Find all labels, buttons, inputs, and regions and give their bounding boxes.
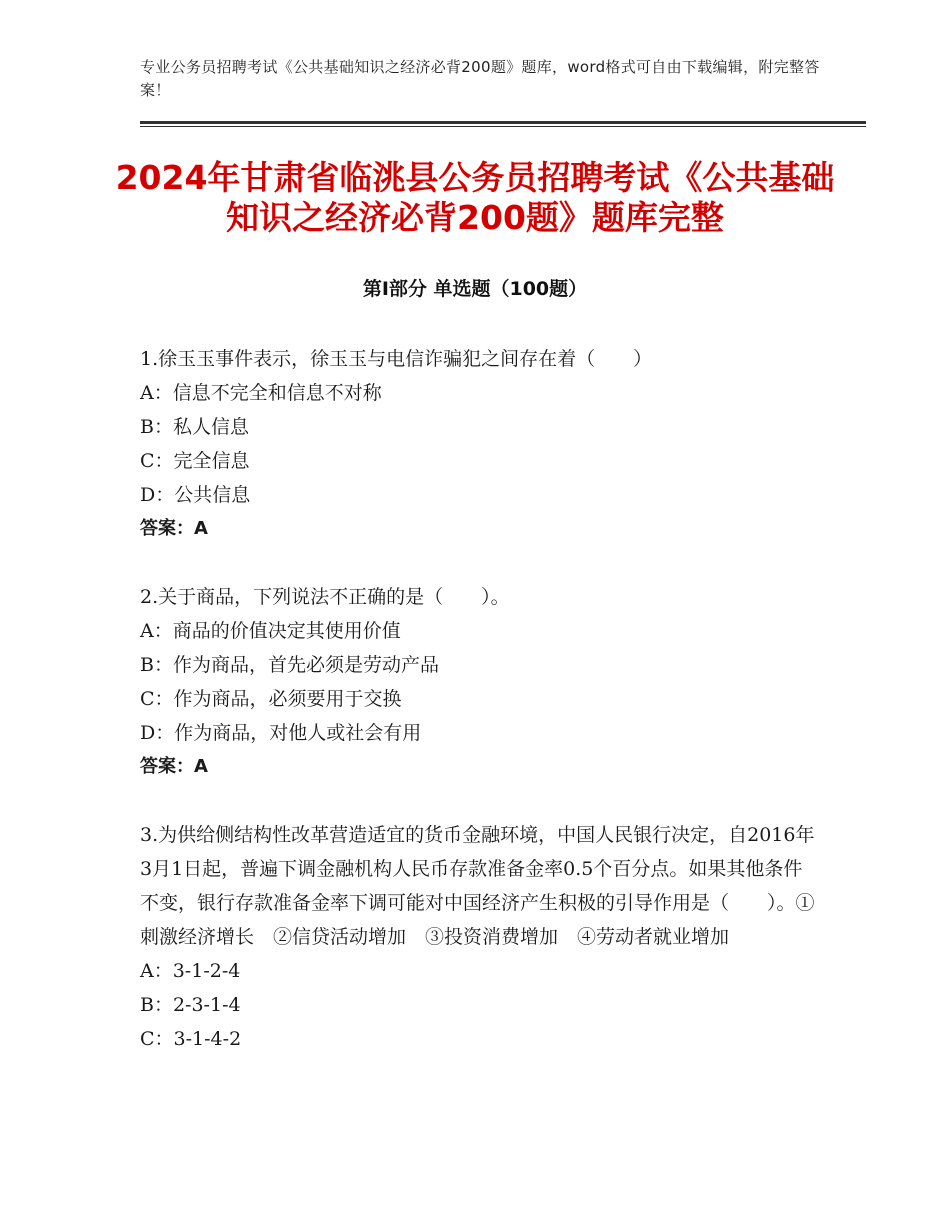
question-stem: 3.为供给侧结构性改革营造适宜的货币金融环境，中国人民银行决定，自2016年3月1日起，普遍下调金融机构人民币存款准备金率0.5个百分点。如果其他条件不变，银行存款准备金率下调可能对中国经济产生积极的引导作用是（ ）。①刺激经济增长 ②信贷活动增加 ③投资消费增加 ④劳动者就业增加: [140, 824, 815, 948]
header-divider-thick: [140, 121, 866, 124]
question-option: B：2-3-1-4: [140, 994, 241, 1016]
question-option: A：商品的价值决定其使用价值: [140, 620, 401, 642]
question-option: C：完全信息: [140, 450, 250, 472]
question-stem: 1.徐玉玉事件表示，徐玉玉与电信诈骗犯之间存在着（ ）: [140, 348, 653, 370]
question-list: [140, 342, 820, 1090]
question-option: B：作为商品，首先必须是劳动产品: [140, 654, 439, 676]
question-answer: 答案：A: [140, 518, 208, 539]
question-option: A：3-1-2-4: [140, 960, 241, 982]
question-option: C：作为商品，必须要用于交换: [140, 688, 402, 710]
document-title: 2024年甘肃省临洮县公务员招聘考试《公共基础知识之经济必背200题》题库完整: [115, 158, 835, 237]
section-heading: 第Ⅰ部分 单选题（100题）: [362, 278, 588, 300]
question-answer: 答案：A: [140, 756, 208, 777]
question-item: [140, 580, 820, 784]
question-stem: 2.关于商品，下列说法不正确的是（ ）。: [140, 586, 510, 608]
question-option: D：公共信息: [140, 484, 251, 506]
question-option: C：3-1-4-2: [140, 1028, 242, 1050]
question-option: B：私人信息: [140, 416, 249, 438]
header-note: 专业公务员招聘考试《公共基础知识之经济必背200题》题库，word格式可自由下载编辑，附完整答案！: [140, 58, 820, 99]
header-divider-thin: [140, 126, 866, 127]
question-option: A：信息不完全和信息不对称: [140, 382, 382, 404]
question-item: [140, 342, 820, 546]
question-item: [140, 818, 820, 1056]
question-option: D：作为商品，对他人或社会有用: [140, 722, 422, 744]
